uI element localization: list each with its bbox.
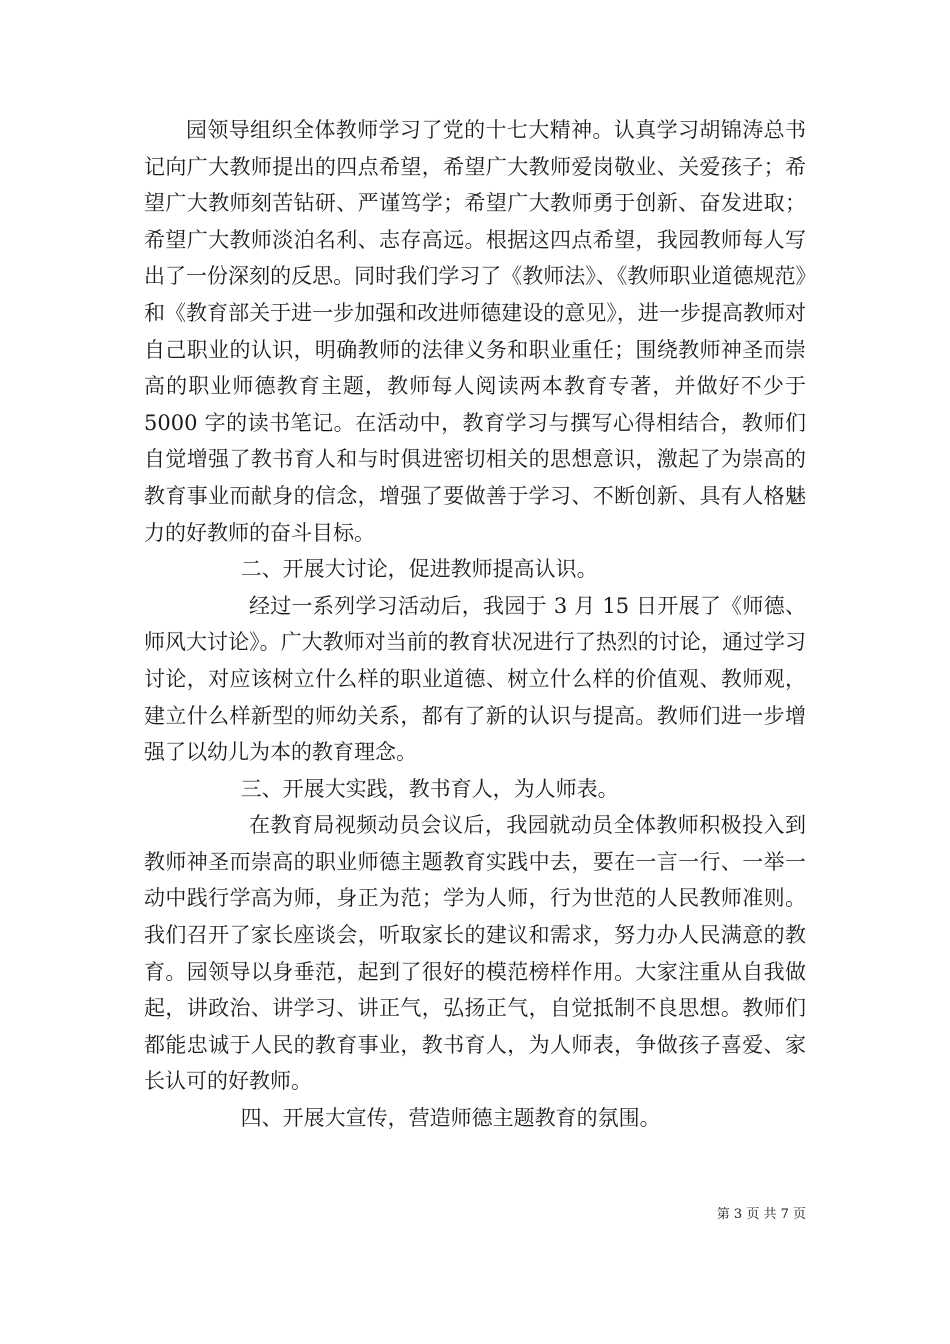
document-body bbox=[144, 112, 806, 1137]
paragraph-study-intro: 园领导组织全体教师学习了党的十七大精神。认真学习胡锦涛总书记向广大教师提出的四点希望，希望广大教师爱岗敬业、关爱孩子；希望广大教师刻苦钻研、严谨笃学；希望广大教师勇于创新、奋发进取；希望广大教师淡泊名利、志存高远。根据这四点希望，我园教师每人写出了一份深刻的反思。同时我们学习了《教师法》、《教师职业道德规范》和《教育部关于进一步加强和改进师德建设的意见》，进一步提高教师对自己职业的认识，明确教师的法律义务和职业重任；围绕教师神圣而崇高的职业师德教育主题，教师每人阅读两本教育专著，并做好不少于 5000 字的读书笔记。在活动中，教育学习与撰写心得相结合，教师们自觉增强了教书育人和与时俱进密切相关的思想意识，激起了为崇高的教育事业而献身的信念，增强了要做善于学习、不断创新、具有人格魅力的好教师的奋斗目标。 bbox=[144, 118, 806, 545]
section-heading-discussion: 二、开展大讨论，促进教师提高认识。 bbox=[240, 557, 598, 582]
paragraph-discussion: 经过一系列学习活动后，我园于 3 月 15 日开展了《师德、师风大讨论》。广大教师对当前的教育状况进行了热烈的讨论，通过学习讨论，对应该树立什么样的职业道德、树立什么样的价值观、教师观，建立什么样新型的师幼关系，都有了新的认识与提高。教师们进一步增强了以幼儿为本的教育理念。 bbox=[144, 593, 806, 765]
section-heading-publicity: 四、开展大宣传，营造师德主题教育的氛围。 bbox=[240, 1106, 661, 1131]
page-number-footer: 第 3 页 共 7 页 bbox=[716, 1207, 806, 1222]
paragraph-practice: 在教育局视频动员会议后，我园就动员全体教师积极投入到教师神圣而崇高的职业师德主题教育实践中去，要在一言一行、一举一动中践行学高为师，身正为范；学为人师，行为世范的人民教师准则。我们召开了家长座谈会，听取家长的建议和需求，努力办人民满意的教育。园领导以身垂范，起到了很好的模范榜样作用。大家注重从自我做起，讲政治、讲学习、讲正气，弘扬正气，自觉抵制不良思想。教师们都能忠诚于人民的教育事业，教书育人，为人师表，争做孩子喜爱、家长认可的好教师。 bbox=[144, 813, 806, 1094]
section-heading-practice: 三、开展大实践，教书育人，为人师表。 bbox=[240, 776, 619, 801]
